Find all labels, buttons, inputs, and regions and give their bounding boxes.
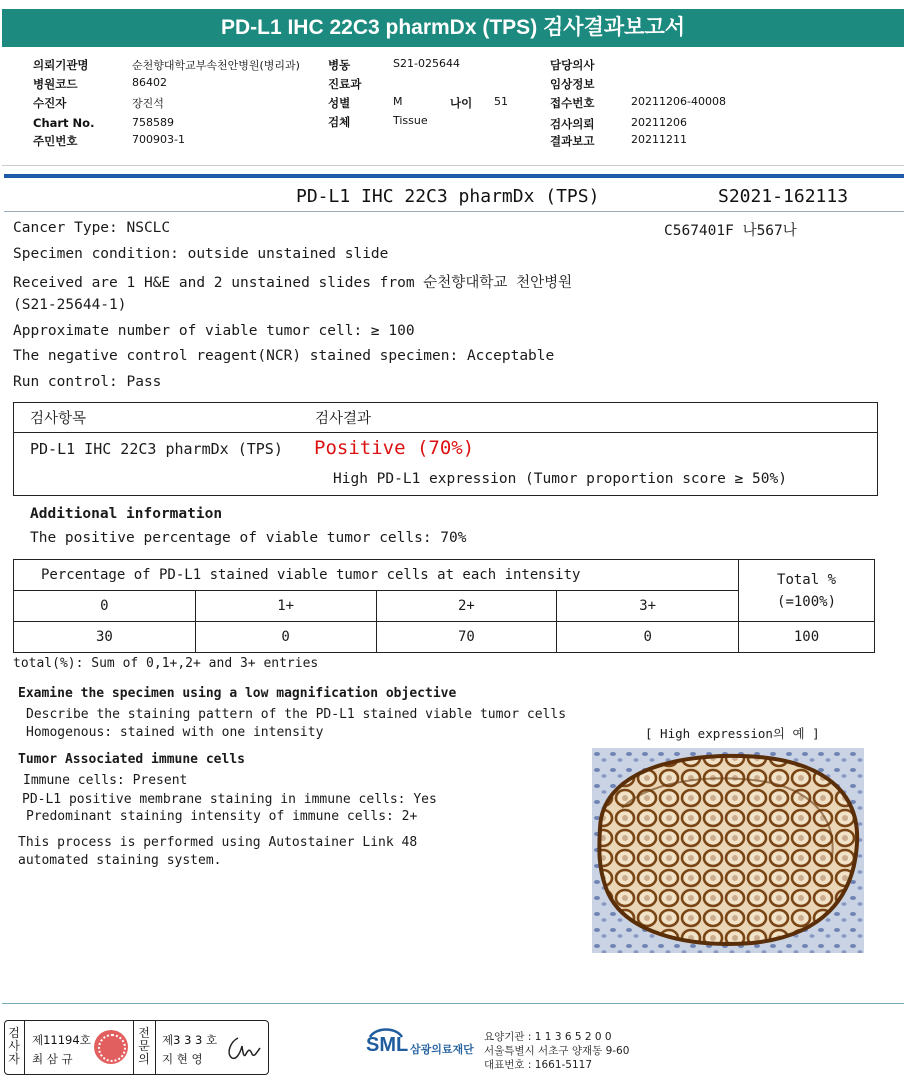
examine-line-2: Homogenous: stained with one intensity bbox=[26, 725, 324, 740]
specimen-condition: Specimen condition: outside unstained slide bbox=[13, 246, 389, 262]
intensity-value: 0 bbox=[195, 622, 376, 653]
additional-text: The positive percentage of viable tumor cells: 70% bbox=[30, 530, 467, 546]
clinical-label: 임상정보 bbox=[550, 77, 595, 91]
divider bbox=[155, 1021, 156, 1074]
doctor-label: 담당의사 bbox=[550, 58, 595, 72]
age-label: 나이 bbox=[450, 96, 473, 110]
examiner-license: 제11194호 bbox=[32, 1033, 91, 1047]
result-value: Positive (70%) bbox=[314, 437, 475, 459]
ncr-result: The negative control reagent(NCR) stained specimen: Acceptable bbox=[13, 348, 555, 364]
recipient-value: 장진석 bbox=[132, 97, 164, 110]
ward-label: 병동 bbox=[328, 58, 351, 72]
logo: SML bbox=[366, 1034, 409, 1056]
report-number: S2021-162113 bbox=[718, 186, 849, 207]
process-line-1: This process is performed using Autostainer Link 48 bbox=[18, 835, 418, 850]
result-col-result-header: 검사결과 bbox=[315, 411, 372, 427]
result-col-item-header: 검사항목 bbox=[30, 411, 87, 427]
report-title: PD-L1 IHC 22C3 pharmDx (TPS) bbox=[296, 186, 600, 207]
slide-id: (S21-25644-1) bbox=[13, 297, 127, 313]
institution-code: 요양기관 : 1 1 3 6 5 2 0 0 bbox=[484, 1031, 612, 1043]
cancer-type: Cancer Type: NSCLC bbox=[13, 220, 171, 236]
total-value: 100 bbox=[739, 622, 875, 653]
examine-title: Examine the specimen using a low magnification objective bbox=[18, 686, 457, 701]
request-date-label: 검사의뢰 bbox=[550, 117, 595, 131]
divider bbox=[4, 174, 904, 178]
process-line-2: automated staining system. bbox=[18, 853, 222, 868]
specimen-label: 검체 bbox=[328, 115, 351, 129]
immune-line-1: Immune cells: Present bbox=[23, 773, 188, 788]
report-date-label: 결과보고 bbox=[550, 134, 595, 148]
phone: 대표번호 : 1661-5117 bbox=[484, 1059, 593, 1071]
age-value: 51 bbox=[494, 95, 508, 108]
hospital-code-value: 86402 bbox=[132, 76, 167, 89]
table-footnote: total(%): Sum of 0,1+,2+ and 3+ entries bbox=[13, 656, 319, 671]
image-caption: [ High expression의 예 ] bbox=[645, 726, 820, 741]
institution-value: 순천향대학교부속천안병원(병리과) bbox=[132, 59, 300, 72]
divider bbox=[24, 1021, 25, 1074]
intensity-level: 0 bbox=[14, 591, 196, 622]
chart-no-value: 758589 bbox=[132, 116, 174, 129]
immune-line-2: PD-L1 positive membrane staining in immune cells: Yes bbox=[22, 792, 437, 807]
intensity-table bbox=[13, 559, 875, 653]
resident-no-label: 주민번호 bbox=[33, 134, 78, 148]
total-header bbox=[739, 560, 875, 622]
dept-label: 진료과 bbox=[328, 77, 362, 91]
received-slides: Received are 1 H&E and 2 unstained slides from 순천향대학교 천안병원 bbox=[13, 275, 573, 291]
sex-label: 성별 bbox=[328, 96, 351, 110]
total-header-line1: Total % bbox=[777, 571, 837, 588]
specialist-name: 지 현 영 bbox=[162, 1052, 203, 1066]
immune-line-3: Predominant staining intensity of immune cells: 2+ bbox=[26, 809, 418, 824]
intensity-level: 3+ bbox=[557, 591, 739, 622]
resident-no-value: 700903-1 bbox=[132, 133, 185, 146]
address: 서울특별시 서초구 양재동 9-60 bbox=[484, 1045, 630, 1057]
specimen-code: C567401F 나567나 bbox=[664, 223, 797, 239]
chart-no-label: Chart No. bbox=[33, 116, 95, 130]
ihc-stain-image bbox=[592, 748, 864, 953]
divider bbox=[133, 1021, 134, 1074]
intensity-level: 2+ bbox=[376, 591, 557, 622]
recipient-label: 수진자 bbox=[33, 96, 67, 110]
page-title: PD-L1 IHC 22C3 pharmDx (TPS) 검사결과보고서 bbox=[2, 9, 904, 47]
additional-title: Additional information bbox=[30, 506, 223, 522]
hospital-code-label: 병원코드 bbox=[33, 77, 78, 91]
sex-value: M bbox=[393, 95, 403, 108]
result-note: High PD-L1 expression (Tumor proportion score ≥ 50%) bbox=[333, 471, 787, 487]
viable-tumor-cells: Approximate number of viable tumor cell: ≥ 100 bbox=[13, 323, 415, 339]
receipt-no-label: 접수번호 bbox=[550, 96, 595, 110]
examiner-label: 검사자 bbox=[8, 1026, 20, 1066]
intensity-value: 0 bbox=[557, 622, 739, 653]
specialist-label: 전문의 bbox=[138, 1026, 150, 1066]
report-date-value: 20211211 bbox=[631, 133, 687, 146]
examiner-seal bbox=[94, 1030, 128, 1064]
ihc-stain-illustration bbox=[592, 748, 864, 953]
examine-line-1: Describe the staining pattern of the PD-L1 stained viable tumor cells bbox=[26, 707, 567, 722]
specialist-license: 제3 3 3 호 bbox=[162, 1033, 218, 1047]
divider bbox=[2, 1003, 904, 1004]
intensity-value: 30 bbox=[14, 622, 196, 653]
divider bbox=[2, 165, 904, 166]
run-control: Run control: Pass bbox=[13, 374, 162, 390]
divider bbox=[4, 211, 904, 212]
ward-value: S21-025644 bbox=[393, 57, 460, 70]
divider bbox=[13, 432, 878, 433]
request-date-value: 20211206 bbox=[631, 116, 687, 129]
signature-icon bbox=[224, 1032, 262, 1064]
intensity-table-header: Percentage of PD-L1 stained viable tumor cells at each intensity bbox=[14, 560, 739, 591]
receipt-no-value: 20211206-40008 bbox=[631, 95, 726, 108]
result-item: PD-L1 IHC 22C3 pharmDx (TPS) bbox=[30, 440, 283, 458]
intensity-value: 70 bbox=[376, 622, 557, 653]
intensity-level: 1+ bbox=[195, 591, 376, 622]
logo-subtitle: 삼광의료재단 bbox=[410, 1043, 474, 1056]
examiner-name: 최 삼 규 bbox=[32, 1052, 73, 1066]
immune-title: Tumor Associated immune cells bbox=[18, 752, 245, 767]
total-header-line2: (=100%) bbox=[777, 593, 837, 610]
specimen-value: Tissue bbox=[393, 114, 428, 127]
institution-label: 의뢰기관명 bbox=[33, 58, 89, 72]
